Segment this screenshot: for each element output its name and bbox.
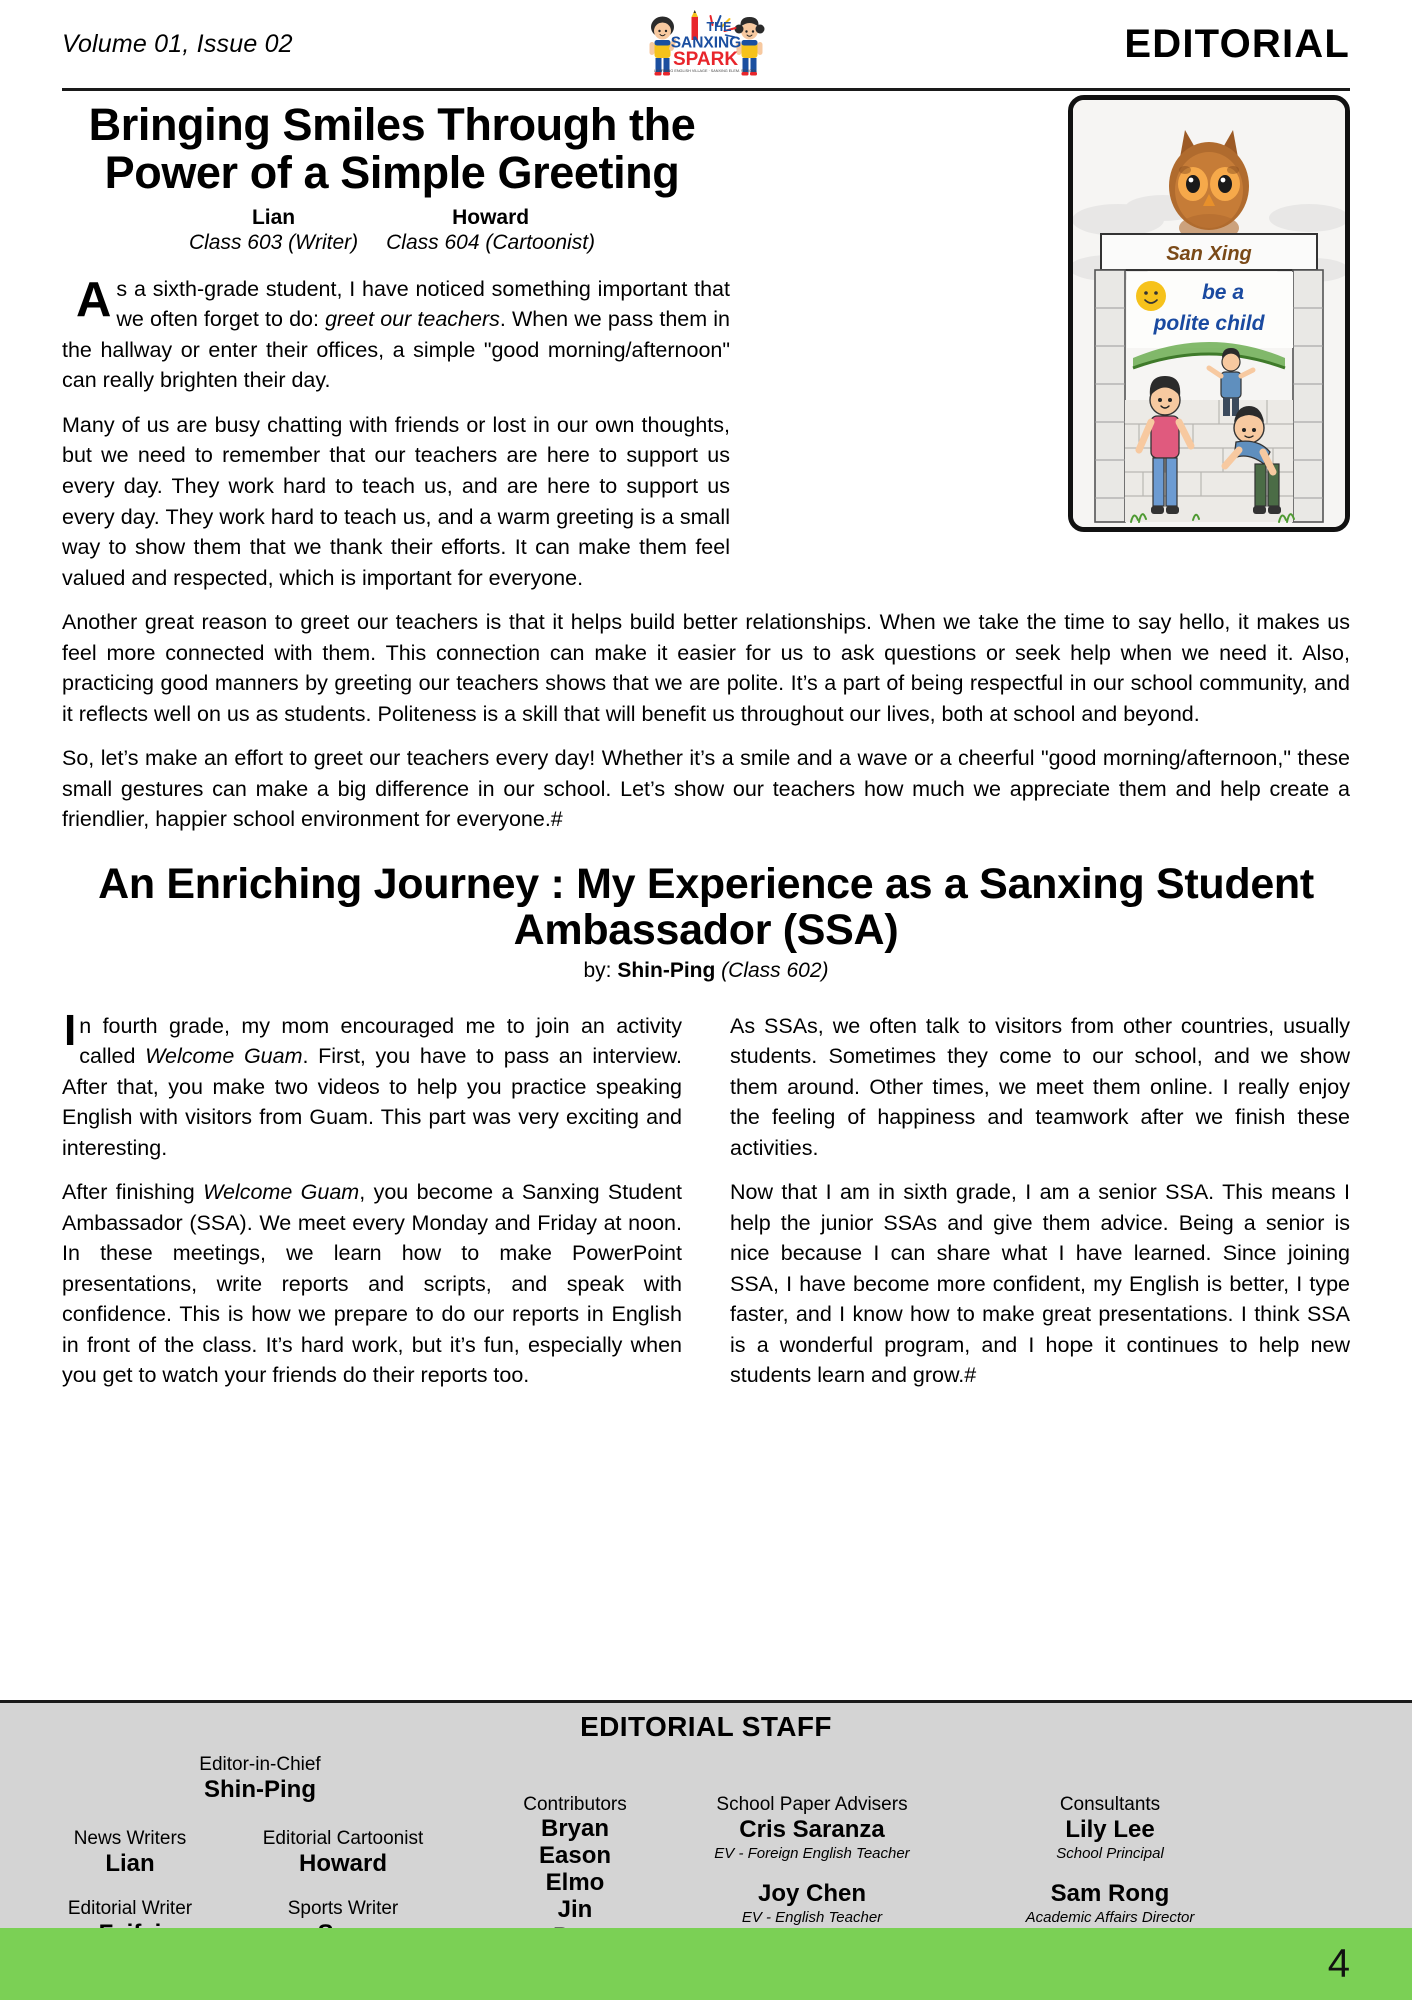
staff-contributors-role: Contributors — [523, 1794, 627, 1815]
article1-paragraph-3: Another great reason to greet our teachers is that it helps build better relationships. When we take the time to say hello, it makes us feel more connected with them. This connection can make it easier for us to ask questions or seek help when we need it. Also, practicing good manners by greeting our teachers shows that we are polite. It’s a part of being respectful in our school community, and it reflects well on us as students. Politeness is a skill that will benefit us throughout our lives, both at school and beyond. — [62, 610, 1350, 726]
staff-editor-in-chief-role: Editor-in-Chief — [199, 1754, 321, 1775]
staff-consultant-1-name: Lily Lee — [1065, 1816, 1155, 1844]
byline-writer-role: Class 603 (Writer) — [188, 231, 359, 255]
cartoon-illustration — [1073, 100, 1345, 527]
staff-contributors — [490, 1793, 660, 1951]
article1-paragraph-1 — [62, 274, 730, 396]
volume-issue-label: Volume 01, Issue 02 — [62, 29, 293, 58]
cartoon-banner-line2: polite child — [1153, 312, 1265, 335]
staff-grid — [0, 1749, 1412, 1931]
staff-news-writers-name: Lian — [105, 1850, 155, 1878]
byline-cartoonist-name: Howard — [452, 206, 530, 230]
section-title: EDITORIAL — [1124, 21, 1350, 66]
article2-byline-prefix: by: — [583, 958, 618, 982]
article1-paragraph-4: So, let’s make an effort to greet our teachers every day! Whether it’s a smile and a wave or a cheerful "good morning/afternoon," these small gestures can make a big difference in our school. Let’s show our teachers how much we appreciate them and help create a friendlier, happier school environment for everyone.# — [62, 746, 1350, 832]
editorial-cartoon-figure — [1068, 95, 1350, 532]
masthead — [0, 0, 1412, 88]
staff-advisers-role: School Paper Advisers — [716, 1794, 908, 1815]
staff-sports-writer-role: Sports Writer — [287, 1898, 399, 1919]
article2-right-column — [730, 993, 1350, 1391]
article2-byline-name: Shin-Ping — [617, 958, 716, 982]
article2-left-p2-emphasis: Welcome Guam — [203, 1180, 360, 1205]
staff-contributor-name-1: Bryan — [540, 1815, 610, 1843]
sanxing-spark-logo — [644, 8, 769, 84]
article2-left-paragraph-1 — [62, 1005, 682, 1164]
article1-p1-emphasis: greet our teachers — [325, 307, 500, 332]
editorial-staff-section — [0, 1700, 1412, 1928]
staff-editor-in-chief-name: Shin-Ping — [204, 1776, 316, 1804]
article-ssa — [62, 861, 1350, 1391]
staff-advisers — [672, 1793, 952, 1928]
article1-p1-text-a: s a sixth-grade student, I have noticed something important that we often forget to do: — [116, 276, 730, 332]
article2-headline: An Enriching Journey : My Experience as a Sanxing Student Ambassador (SSA) — [98, 859, 1314, 954]
staff-consultant-1-title: School Principal — [1056, 1845, 1164, 1863]
staff-consultants-role: Consultants — [1059, 1794, 1161, 1815]
byline-cartoonist-role: Class 604 (Cartoonist) — [386, 231, 596, 255]
article2-right-paragraph-1: As SSAs, we often talk to visitors from other countries, usually students. Sometimes they come to our school, and we show them around. Other times, we meet them online. I really enjoy the feeling of happiness and teamwork after we finish these activities. — [730, 1013, 1350, 1160]
staff-editorial-cartoonist-name: Howard — [298, 1850, 387, 1878]
staff-contributor-name-3: Elmo — [545, 1868, 605, 1896]
article1-p1-text-b: . When we pass them in the hallway or enter their offices, a simple "good morning/afternoon" can really brighten their day. — [62, 307, 731, 393]
logo-line1: THE — [706, 20, 732, 34]
article2-byline-class: (Class 602) — [715, 958, 829, 982]
staff-adviser-1-title: EV - Foreign English Teacher — [714, 1845, 910, 1863]
staff-consultant-2-name: Sam Rong — [1050, 1879, 1170, 1907]
cartoon-gate-text: San Xing — [1166, 243, 1252, 265]
article2-byline — [62, 959, 1350, 983]
footer-bar — [0, 1928, 1412, 2000]
logo-line2: SANXING — [670, 34, 742, 52]
article2-left-p2-a: After finishing — [62, 1180, 204, 1205]
staff-news-writers — [30, 1827, 230, 1878]
article1-paragraph-2: Many of us are busy chatting with friends or lost in our own thoughts, but we need to remember that our teachers are here to support us every day. They work hard to teach us, and are here to support us every day. They work hard to teach us, and a warm greeting is a small way to show them that we thank their efforts. It can make them feel valued and respected, which is important for everyone. — [62, 412, 730, 590]
article1-bylines — [62, 206, 722, 256]
cartoon-banner — [1127, 272, 1293, 348]
staff-editorial-cartoonist-role: Editorial Cartoonist — [262, 1828, 424, 1849]
staff-adviser-1-name: Cris Saranza — [739, 1816, 885, 1844]
cartoon-banner-line1: be a — [1201, 281, 1245, 304]
article2-left-column — [62, 993, 682, 1391]
article1-narrow-column — [62, 274, 730, 593]
staff-consultants — [965, 1793, 1255, 1928]
article2-right-paragraph-2: Now that I am in sixth grade, I am a senior SSA. This means I help the junior SSAs and give them advice. Being a senior is nice because I can share what I have learned. Since joining SSA, I have become more confident, my English is better, I type faster, and I know how to make great presentations. I think SSA is a wonderful program, and I hope it continues to help new students learn and grow.# — [730, 1180, 1350, 1388]
byline-writer-name: Lian — [251, 206, 296, 230]
logo-tagline: LEARNING ENGLISH VILLAGE · SANXING ELEM. SCHOOL — [654, 69, 757, 73]
article2-left-paragraph-2 — [62, 1177, 682, 1391]
staff-editorial-writer-role: Editorial Writer — [67, 1898, 193, 1919]
staff-contributor-name-2: Eason — [538, 1842, 612, 1870]
byline-writer — [189, 206, 358, 256]
article2-columns — [62, 993, 1350, 1391]
staff-adviser-2-title: EV - English Teacher — [741, 1909, 883, 1927]
article2-left-p1-emphasis: Welcome Guam — [145, 1044, 303, 1069]
staff-consultant-2-title: Academic Affairs Director — [1025, 1909, 1195, 1927]
byline-cartoonist — [386, 206, 595, 256]
article1-dropcap: A — [76, 272, 112, 327]
article2-left-p1-a: n fourth grade, my mom encouraged me to join an activity called — [79, 1013, 682, 1069]
article2-left-p1-b: . First, you have to pass an interview. After that, you make two videos to help you practice speaking English with visitors from Guam. This part was very exciting and interesting. — [62, 1044, 682, 1160]
article2-dropcap: I — [64, 1005, 77, 1055]
cartoon-gate-beam — [1101, 234, 1317, 270]
logo-line3: SPARK — [672, 49, 739, 70]
staff-section-title: EDITORIAL STAFF — [580, 1711, 832, 1742]
staff-adviser-2-name: Joy Chen — [757, 1879, 867, 1907]
cartoon-frame — [1068, 95, 1350, 532]
staff-editor-in-chief — [150, 1753, 370, 1804]
page-number: 4 — [1327, 1941, 1350, 1986]
article2-left-p2-b: , you become a Sanxing Student Ambassador (SSA). We meet every Monday and Friday at noon. In these meetings, we learn how to make PowerPoint presentations, write reports and scripts, and speak with confidence. This is how we prepare to do our reports in English in front of the class. It’s hard work, but it’s fun, especially when you get to watch your friends do their reports too. — [62, 1180, 683, 1388]
staff-editorial-cartoonist — [238, 1827, 448, 1878]
page-content — [0, 91, 1412, 1700]
staff-contributor-name-4: Jin — [557, 1895, 593, 1923]
article1-headline: Bringing Smiles Through the Power of a Simple Greeting — [88, 99, 696, 198]
staff-news-writers-role: News Writers — [73, 1828, 187, 1849]
